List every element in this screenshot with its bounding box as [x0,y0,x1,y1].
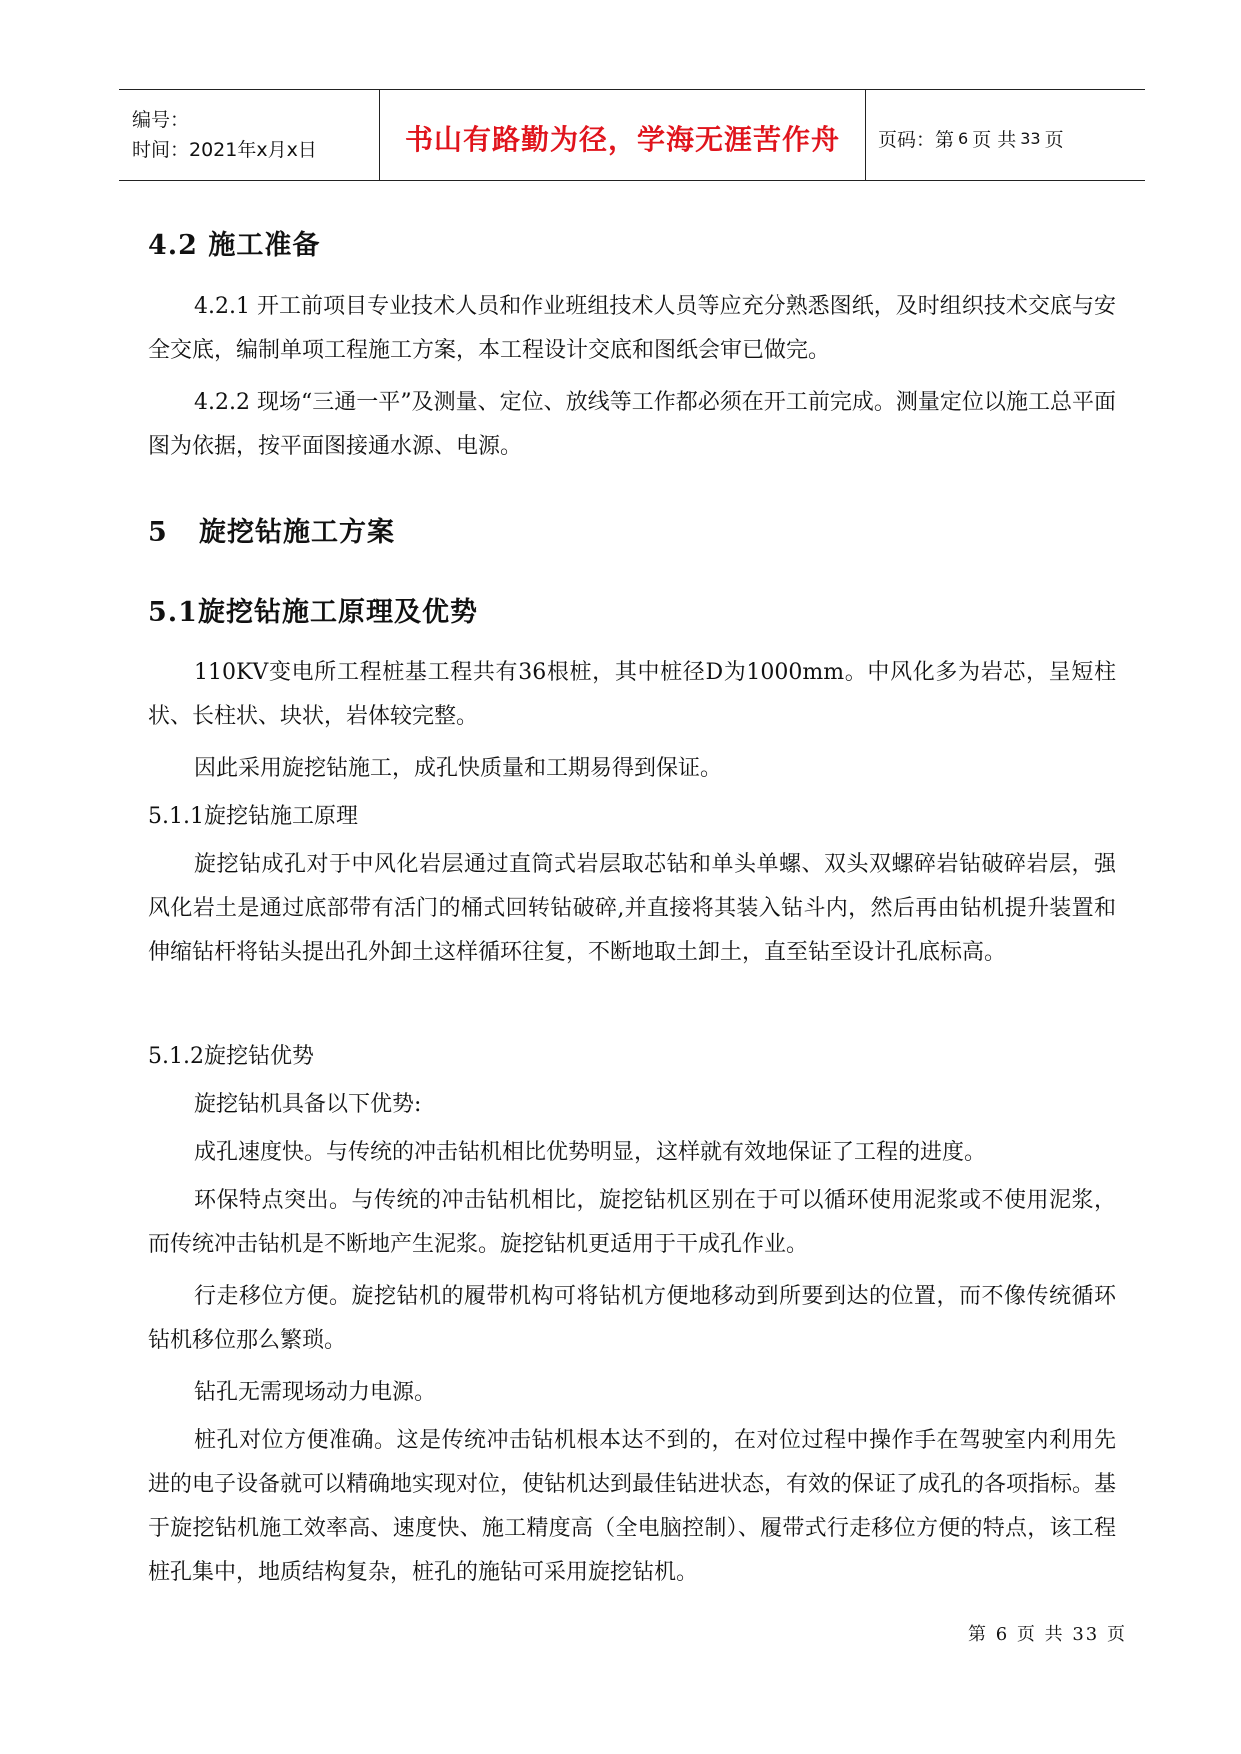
paragraph-4-2-2: 4.2.2 现场“三通一平”及测量、定位、放线等工作都必须在开工前完成。测量定位以施工总平面图为依据，按平面图接通水源、电源。 [148,390,1116,459]
number-label: 编号： [132,109,190,131]
header-meta [119,90,380,180]
paragraph-5-1-2-d: 行走移位方便。旋挖钻机的履带机构可将钻机方便地移动到所要到达的位置，而不像传统循环钻机移位那么繁琐。 [148,1284,1116,1353]
section-5-1-1-title: 5.1.1旋挖钻施工原理 [148,804,358,829]
page-total: 33 [1020,128,1041,148]
section-4-2-title: 4.2 施工准备 [148,230,321,261]
page-current: 6 [958,128,969,148]
paragraph-5-1-2-a: 旋挖钻机具备以下优势: [194,1092,422,1117]
page-footer: 第 6 页 共 33 页 [968,1624,1127,1645]
header-table [119,89,1145,181]
paragraph-5-1-a: 110KV变电所工程桩基工程共有36根桩，其中桩径D为1000mm。中风化多为岩芯，呈短柱状、长柱状、块状，岩体较完整。 [148,660,1116,729]
page-suffix: 页 [1044,128,1064,151]
paragraph-5-1-2-e: 钻孔无需现场动力电源。 [194,1380,437,1405]
page-prefix: 页码：第 [878,128,955,151]
section-5-title: 5 旋挖钻施工方案 [148,517,395,548]
paragraph-5-1-2-b: 成孔速度快。与传统的冲击钻机相比优势明显，这样就有效地保证了工程的进度。 [194,1140,987,1165]
paragraph-5-1-1: 旋挖钻成孔对于中风化岩层通过直筒式岩层取芯钻和单头单螺、双头双螺碎岩钻破碎岩层，强风化岩土是通过底部带有活门的桶式回转钻破碎,并直接将其装入钻斗内，然后再由钻机提升装置和伸缩钻杆将钻头提出孔外卸土这样循环往复，不断地取土卸土，直至钻至设计孔底标高。 [148,852,1116,965]
paragraph-4-2-1: 4.2.1 开工前项目专业技术人员和作业班组技术人员等应充分熟悉图纸，及时组织技术交底与安全交底，编制单项工程施工方案，本工程设计交底和图纸会审已做完。 [148,294,1116,363]
page-mid: 页 共 [972,128,1017,151]
header-motto: 书山有路勤为径，学海无涯苦作舟 [380,90,866,180]
section-5-1-2-title: 5.1.2旋挖钻优势 [148,1044,314,1069]
paragraph-5-1-2-f: 桩孔对位方便准确。这是传统冲击钻机根本达不到的，在对位过程中操作手在驾驶室内利用先进的电子设备就可以精确地实现对位，使钻机达到最佳钻进状态，有效的保证了成孔的各项指标。基于旋挖钻机施工效率高、速度快、施工精度高（全电脑控制）、履带式行走移位方便的特点，该工程桩孔集中，地质结构复杂，桩孔的施钻可采用旋挖钻机。 [148,1428,1117,1585]
section-5-1-title: 5.1旋挖钻施工原理及优势 [148,597,478,628]
time-label: 时间：2021年x月x日 [132,139,317,161]
paragraph-5-1-2-c: 环保特点突出。与传统的冲击钻机相比，旋挖钻机区别在于可以循环使用泥浆或不使用泥浆，而传统冲击钻机是不断地产生泥浆。旋挖钻机更适用于干成孔作业。 [148,1188,1116,1257]
paragraph-5-1-b: 因此采用旋挖钻施工，成孔快质量和工期易得到保证。 [194,756,723,781]
header-page-info [866,90,1145,180]
